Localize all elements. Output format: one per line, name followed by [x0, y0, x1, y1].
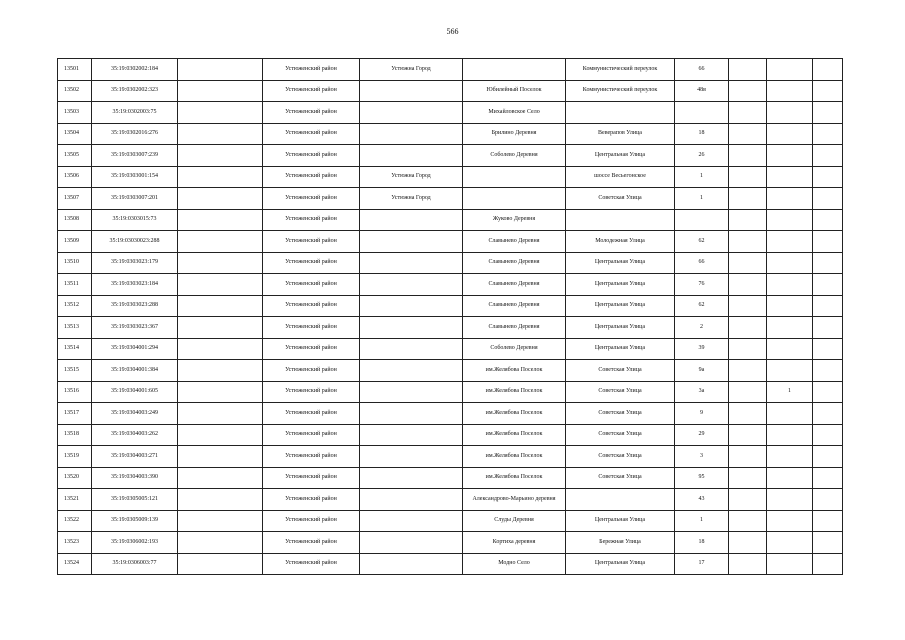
blank-cell-2	[767, 274, 813, 296]
cadastral-number-cell: 35:19:0303007:239	[92, 145, 178, 167]
cadastral-number-cell: 35:19:0303023:288	[92, 295, 178, 317]
district-cell: Устюженский район	[263, 553, 360, 575]
blank-cell-2	[767, 231, 813, 253]
table-row	[58, 295, 843, 317]
street-cell: Советская Улица	[566, 381, 675, 403]
district-cell: Устюженский район	[263, 80, 360, 102]
settlement-cell: Жуково Деревня	[463, 209, 566, 231]
extra-cell	[178, 510, 263, 532]
blank-cell-3	[813, 446, 843, 468]
settlement-cell: им.Желябова Поселок	[463, 424, 566, 446]
cadastral-number-cell: 35:19:0303001:154	[92, 166, 178, 188]
district-cell: Устюженский район	[263, 102, 360, 124]
city-cell	[360, 510, 463, 532]
row-number-cell: 13509	[58, 231, 92, 253]
house-cell: 17	[675, 553, 729, 575]
city-cell	[360, 489, 463, 511]
cadastral-number-cell: 35:19:0306002:193	[92, 532, 178, 554]
extra-cell	[178, 424, 263, 446]
row-number-cell: 13501	[58, 59, 92, 81]
street-cell: Центральная Улица	[566, 274, 675, 296]
street-cell	[566, 489, 675, 511]
city-cell	[360, 274, 463, 296]
street-cell: Советская Улица	[566, 360, 675, 382]
city-cell	[360, 231, 463, 253]
extra-cell	[178, 274, 263, 296]
row-number-cell: 13515	[58, 360, 92, 382]
extra-cell	[178, 188, 263, 210]
blank-cell-1	[729, 102, 767, 124]
extra-cell	[178, 145, 263, 167]
blank-cell-3	[813, 381, 843, 403]
row-number-cell: 13524	[58, 553, 92, 575]
blank-cell-3	[813, 403, 843, 425]
house-cell: 43	[675, 489, 729, 511]
city-cell	[360, 295, 463, 317]
blank-cell-3	[813, 295, 843, 317]
table-row	[58, 446, 843, 468]
street-cell	[566, 209, 675, 231]
house-cell: 66	[675, 59, 729, 81]
row-number-cell: 13503	[58, 102, 92, 124]
blank-cell-2	[767, 145, 813, 167]
cadastral-number-cell: 35:19:0302002:184	[92, 59, 178, 81]
blank-cell-2	[767, 553, 813, 575]
blank-cell-1	[729, 338, 767, 360]
settlement-cell: Александрово-Марьино деревня	[463, 489, 566, 511]
city-cell	[360, 123, 463, 145]
district-cell: Устюженский район	[263, 338, 360, 360]
street-cell: Центральная Улица	[566, 252, 675, 274]
blank-cell-2	[767, 446, 813, 468]
blank-cell-3	[813, 553, 843, 575]
blank-cell-1	[729, 446, 767, 468]
cadastral-number-cell: 35:19:0304001:605	[92, 381, 178, 403]
extra-cell	[178, 446, 263, 468]
blank-cell-2	[767, 166, 813, 188]
district-cell: Устюженский район	[263, 467, 360, 489]
street-cell: Советская Улица	[566, 446, 675, 468]
house-cell: 3а	[675, 381, 729, 403]
cadastral-number-cell: 35:19:0302016:276	[92, 123, 178, 145]
extra-cell	[178, 102, 263, 124]
settlement-cell: Кортиха деревня	[463, 532, 566, 554]
district-cell: Устюженский район	[263, 489, 360, 511]
district-cell: Устюженский район	[263, 123, 360, 145]
blank-cell-1	[729, 231, 767, 253]
city-cell	[360, 360, 463, 382]
extra-cell	[178, 123, 263, 145]
blank-cell-2	[767, 295, 813, 317]
page-number: 566	[446, 27, 459, 36]
district-cell: Устюженский район	[263, 424, 360, 446]
street-cell: Бережная Улица	[566, 532, 675, 554]
street-cell: Молодежная Улица	[566, 231, 675, 253]
street-cell: Советская Улица	[566, 403, 675, 425]
settlement-cell: Славынево Деревня	[463, 317, 566, 339]
registry-body	[58, 59, 843, 575]
blank-cell-3	[813, 467, 843, 489]
blank-cell-2	[767, 403, 813, 425]
blank-cell-1	[729, 295, 767, 317]
cadastral-number-cell: 35:19:0303023:367	[92, 317, 178, 339]
city-cell: Устюжна Город	[360, 166, 463, 188]
settlement-cell: им.Желябова Поселок	[463, 381, 566, 403]
row-number-cell: 13506	[58, 166, 92, 188]
house-cell	[675, 102, 729, 124]
settlement-cell: Юбилейный Поселок	[463, 80, 566, 102]
blank-cell-1	[729, 360, 767, 382]
blank-cell-2	[767, 188, 813, 210]
city-cell: Устюжна Город	[360, 188, 463, 210]
blank-cell-2	[767, 80, 813, 102]
blank-cell-1	[729, 381, 767, 403]
district-cell: Устюженский район	[263, 252, 360, 274]
settlement-cell: Славынево Деревня	[463, 231, 566, 253]
district-cell: Устюженский район	[263, 231, 360, 253]
blank-cell-2	[767, 102, 813, 124]
blank-cell-2	[767, 510, 813, 532]
table-row	[58, 467, 843, 489]
blank-cell-2	[767, 489, 813, 511]
cadastral-number-cell: 35:19:0303015:73	[92, 209, 178, 231]
blank-cell-3	[813, 252, 843, 274]
house-cell: 9а	[675, 360, 729, 382]
settlement-cell	[463, 166, 566, 188]
cadastral-number-cell: 35:19:0304001:384	[92, 360, 178, 382]
blank-cell-2	[767, 467, 813, 489]
settlement-cell: Михайловское Село	[463, 102, 566, 124]
blank-cell-1	[729, 489, 767, 511]
cadastral-number-cell: 35:19:0302003:75	[92, 102, 178, 124]
district-cell: Устюженский район	[263, 166, 360, 188]
street-cell: Советская Улица	[566, 424, 675, 446]
settlement-cell: Соболево Деревня	[463, 338, 566, 360]
settlement-cell	[463, 59, 566, 81]
house-cell: 18	[675, 123, 729, 145]
city-cell	[360, 80, 463, 102]
extra-cell	[178, 489, 263, 511]
row-number-cell: 13521	[58, 489, 92, 511]
street-cell: Коммунистический переулок	[566, 59, 675, 81]
row-number-cell: 13511	[58, 274, 92, 296]
table-row	[58, 231, 843, 253]
row-number-cell: 13523	[58, 532, 92, 554]
blank-cell-1	[729, 209, 767, 231]
street-cell: Центральная Улица	[566, 317, 675, 339]
settlement-cell	[463, 188, 566, 210]
blank-cell-1	[729, 553, 767, 575]
district-cell: Устюженский район	[263, 360, 360, 382]
cadastral-number-cell: 35:19:0304003:249	[92, 403, 178, 425]
extra-cell	[178, 360, 263, 382]
table-row	[58, 338, 843, 360]
street-cell: Центральная Улица	[566, 338, 675, 360]
cadastral-number-cell: 35:19:0306003:77	[92, 553, 178, 575]
house-cell: 62	[675, 295, 729, 317]
district-cell: Устюженский район	[263, 295, 360, 317]
house-cell: 48в	[675, 80, 729, 102]
street-cell: Коммунистический переулок	[566, 80, 675, 102]
cadastral-number-cell: 35:19:0305005:121	[92, 489, 178, 511]
city-cell: Устюжна Город	[360, 59, 463, 81]
street-cell	[566, 102, 675, 124]
table-row	[58, 188, 843, 210]
blank-cell-1	[729, 274, 767, 296]
street-cell: Советская Улица	[566, 467, 675, 489]
table-row	[58, 123, 843, 145]
district-cell: Устюженский район	[263, 188, 360, 210]
cadastral-number-cell: 35:19:0303007:201	[92, 188, 178, 210]
table-row	[58, 381, 843, 403]
settlement-cell: им.Желябова Поселок	[463, 360, 566, 382]
house-cell	[675, 209, 729, 231]
cadastral-number-cell: 35:19:0305009:139	[92, 510, 178, 532]
street-cell: Советская Улица	[566, 188, 675, 210]
table-row	[58, 317, 843, 339]
settlement-cell: Модно Село	[463, 553, 566, 575]
district-cell: Устюженский район	[263, 317, 360, 339]
property-registry-table	[57, 58, 843, 575]
house-cell: 9	[675, 403, 729, 425]
row-number-cell: 13516	[58, 381, 92, 403]
blank-cell-3	[813, 209, 843, 231]
settlement-cell: им.Желябова Поселок	[463, 467, 566, 489]
blank-cell-1	[729, 188, 767, 210]
extra-cell	[178, 403, 263, 425]
blank-cell-2	[767, 317, 813, 339]
blank-cell-2	[767, 532, 813, 554]
blank-cell-2	[767, 59, 813, 81]
blank-cell-3	[813, 188, 843, 210]
table-row	[58, 360, 843, 382]
blank-cell-3	[813, 166, 843, 188]
table-row	[58, 102, 843, 124]
blank-cell-1	[729, 317, 767, 339]
district-cell: Устюженский район	[263, 274, 360, 296]
city-cell	[360, 209, 463, 231]
table-row	[58, 145, 843, 167]
city-cell	[360, 338, 463, 360]
cadastral-number-cell: 35:19:03030023:288	[92, 231, 178, 253]
house-cell: 26	[675, 145, 729, 167]
street-cell: Центральная Улица	[566, 145, 675, 167]
settlement-cell: Славынево Деревня	[463, 274, 566, 296]
blank-cell-3	[813, 338, 843, 360]
street-cell: Центральная Улица	[566, 510, 675, 532]
district-cell: Устюженский район	[263, 532, 360, 554]
street-cell: шоссе Весьегонское	[566, 166, 675, 188]
blank-cell-3	[813, 510, 843, 532]
city-cell	[360, 532, 463, 554]
row-number-cell: 13502	[58, 80, 92, 102]
blank-cell-2	[767, 424, 813, 446]
city-cell	[360, 381, 463, 403]
house-cell: 62	[675, 231, 729, 253]
extra-cell	[178, 209, 263, 231]
row-number-cell: 13519	[58, 446, 92, 468]
settlement-cell: Славынево Деревня	[463, 295, 566, 317]
house-cell: 66	[675, 252, 729, 274]
settlement-cell: им.Желябова Поселок	[463, 403, 566, 425]
extra-cell	[178, 252, 263, 274]
street-cell: Веверапов Улица	[566, 123, 675, 145]
row-number-cell: 13514	[58, 338, 92, 360]
house-cell: 2	[675, 317, 729, 339]
settlement-cell: им.Желябова Поселок	[463, 446, 566, 468]
blank-cell-3	[813, 231, 843, 253]
blank-cell-3	[813, 274, 843, 296]
cadastral-number-cell: 35:19:0304003:262	[92, 424, 178, 446]
blank-cell-3	[813, 145, 843, 167]
city-cell	[360, 403, 463, 425]
district-cell: Устюженский район	[263, 381, 360, 403]
house-cell: 76	[675, 274, 729, 296]
row-number-cell: 13512	[58, 295, 92, 317]
table-row	[58, 489, 843, 511]
extra-cell	[178, 59, 263, 81]
blank-cell-1	[729, 80, 767, 102]
blank-cell-1	[729, 145, 767, 167]
street-cell: Центральная Улица	[566, 295, 675, 317]
blank-cell-3	[813, 59, 843, 81]
city-cell	[360, 252, 463, 274]
blank-cell-3	[813, 317, 843, 339]
row-number-cell: 13507	[58, 188, 92, 210]
blank-cell-2	[767, 252, 813, 274]
blank-cell-3	[813, 123, 843, 145]
district-cell: Устюженский район	[263, 145, 360, 167]
city-cell	[360, 145, 463, 167]
city-cell	[360, 317, 463, 339]
city-cell	[360, 553, 463, 575]
row-number-cell: 13510	[58, 252, 92, 274]
table-row	[58, 553, 843, 575]
settlement-cell: Славынево Деревня	[463, 252, 566, 274]
house-cell: 1	[675, 188, 729, 210]
cadastral-number-cell: 35:19:0304001:294	[92, 338, 178, 360]
house-cell: 29	[675, 424, 729, 446]
blank-cell-1	[729, 252, 767, 274]
extra-cell	[178, 231, 263, 253]
blank-cell-3	[813, 360, 843, 382]
row-number-cell: 13504	[58, 123, 92, 145]
blank-cell-2	[767, 338, 813, 360]
row-number-cell: 13520	[58, 467, 92, 489]
extra-cell	[178, 532, 263, 554]
house-cell: 39	[675, 338, 729, 360]
blank-cell-3	[813, 80, 843, 102]
cadastral-number-cell: 35:19:0303023:179	[92, 252, 178, 274]
house-cell: 3	[675, 446, 729, 468]
blank-cell-3	[813, 532, 843, 554]
blank-cell-2	[767, 123, 813, 145]
blank-cell-3	[813, 102, 843, 124]
blank-cell-3	[813, 424, 843, 446]
city-cell	[360, 446, 463, 468]
cadastral-number-cell: 35:19:0303023:184	[92, 274, 178, 296]
city-cell	[360, 102, 463, 124]
city-cell	[360, 424, 463, 446]
row-number-cell: 13513	[58, 317, 92, 339]
house-cell: 1	[675, 510, 729, 532]
extra-cell	[178, 381, 263, 403]
table-row	[58, 80, 843, 102]
settlement-cell: Слуды Деревня	[463, 510, 566, 532]
blank-cell-2	[767, 209, 813, 231]
table-row	[58, 510, 843, 532]
table-row	[58, 252, 843, 274]
table-row	[58, 166, 843, 188]
blank-cell-1	[729, 166, 767, 188]
blank-cell-3	[813, 489, 843, 511]
row-number-cell: 13517	[58, 403, 92, 425]
blank-cell-1	[729, 403, 767, 425]
cadastral-number-cell: 35:19:0304003:390	[92, 467, 178, 489]
blank-cell-1	[729, 510, 767, 532]
house-cell: 95	[675, 467, 729, 489]
blank-cell-2	[767, 360, 813, 382]
cadastral-number-cell: 35:19:0302002:323	[92, 80, 178, 102]
table-row	[58, 274, 843, 296]
extra-cell	[178, 295, 263, 317]
house-cell: 1	[675, 166, 729, 188]
extra-cell	[178, 80, 263, 102]
city-cell	[360, 467, 463, 489]
district-cell: Устюженский район	[263, 510, 360, 532]
house-cell: 18	[675, 532, 729, 554]
row-number-cell: 13508	[58, 209, 92, 231]
table-row	[58, 424, 843, 446]
row-number-cell: 13505	[58, 145, 92, 167]
extra-cell	[178, 338, 263, 360]
blank-cell-1	[729, 424, 767, 446]
row-number-cell: 13518	[58, 424, 92, 446]
cadastral-number-cell: 35:19:0304003:271	[92, 446, 178, 468]
table-row	[58, 403, 843, 425]
extra-cell	[178, 317, 263, 339]
extra-cell	[178, 553, 263, 575]
blank-cell-1	[729, 123, 767, 145]
blank-cell-2: 1	[767, 381, 813, 403]
settlement-cell: Соболево Деревня	[463, 145, 566, 167]
table-row	[58, 59, 843, 81]
district-cell: Устюженский район	[263, 59, 360, 81]
district-cell: Устюженский район	[263, 403, 360, 425]
settlement-cell: Брилино Деревня	[463, 123, 566, 145]
table-row	[58, 532, 843, 554]
row-number-cell: 13522	[58, 510, 92, 532]
street-cell: Центральная Улица	[566, 553, 675, 575]
extra-cell	[178, 467, 263, 489]
district-cell: Устюженский район	[263, 446, 360, 468]
blank-cell-1	[729, 59, 767, 81]
table-row	[58, 209, 843, 231]
district-cell: Устюженский район	[263, 209, 360, 231]
extra-cell	[178, 166, 263, 188]
blank-cell-1	[729, 467, 767, 489]
blank-cell-1	[729, 532, 767, 554]
